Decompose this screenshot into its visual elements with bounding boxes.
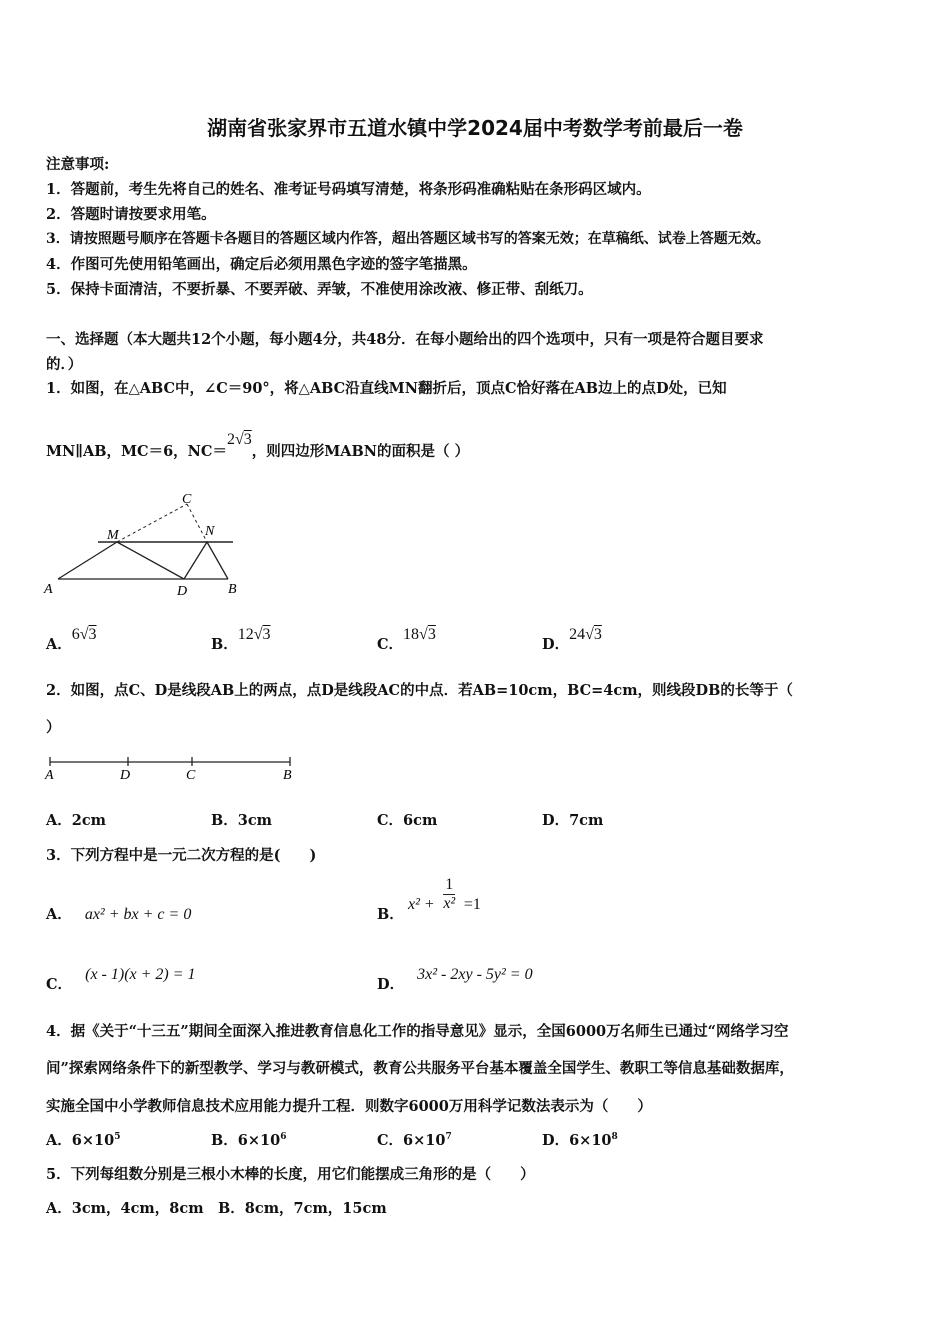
option-letter: C． — [377, 636, 404, 653]
radicand: 3 — [593, 626, 602, 643]
option-base: 6×10 — [403, 1132, 446, 1149]
option-value: 6√3 — [71, 626, 97, 643]
q1-stem-cont — [46, 431, 470, 461]
q1-option-d[interactable] — [542, 626, 602, 654]
section-heading-cont: 的．） — [46, 356, 83, 373]
fraction-numerator: 1 — [445, 876, 454, 893]
q1-stem-post: ，则四边形MABN的面积是（ ） — [251, 443, 470, 460]
label-a: A — [44, 582, 53, 597]
radicand: 3 — [88, 626, 97, 643]
q1-option-b[interactable] — [211, 626, 271, 654]
label-a: A — [45, 768, 54, 783]
q4-stem: 4．据《关于“十三五”期间全面深入推进教育信息化工作的指导意见》显示，全国6000万名师生已通过“网络学习空 — [46, 1023, 789, 1040]
label-c: C — [182, 492, 192, 507]
option-base: 6×10 — [569, 1132, 612, 1149]
option-value: 3cm — [237, 812, 273, 829]
nb-segment — [207, 542, 228, 579]
option-letter: D． — [542, 1132, 570, 1149]
q1-option-a[interactable] — [46, 626, 97, 654]
q3-option-b[interactable] — [377, 903, 404, 924]
q4-stem-cont: 实施全国中小学教师信息技术应用能力提升工程．则数字6000万用科学记数法表示为（ ） — [46, 1098, 652, 1115]
q2-option-c[interactable] — [377, 809, 437, 830]
option-letter: A． — [46, 1132, 72, 1149]
notice-item: 4．作图可先使用铅笔画出，确定后必须用黑色字迹的签字笔描黑。 — [46, 256, 477, 273]
option-exponent: 5 — [114, 1132, 121, 1142]
md-segment — [117, 542, 184, 579]
page-title: 湖南省张家界市五道水镇中学2024届中考数学考前最后一卷 — [207, 116, 743, 140]
option-value: 18√3 — [403, 626, 436, 643]
q4-stem-cont: 间”探索网络条件下的新型教学、学习与教研模式，教育公共服务平台基本覆盖全国学生、教职工等信息基础数据库， — [46, 1060, 794, 1077]
option-letter: C． — [377, 812, 404, 829]
dn-segment — [184, 542, 207, 579]
coef: 6 — [71, 626, 80, 643]
notice-item: 2．答题时请按要求用笔。 — [46, 206, 216, 223]
q2-stem-cont: ） — [46, 719, 61, 736]
coef: 18 — [403, 626, 420, 643]
option-letter: B． — [211, 636, 238, 653]
coef: 24 — [569, 626, 586, 643]
q4-option-b[interactable] — [211, 1129, 286, 1150]
option-value: 24√3 — [569, 626, 602, 643]
option-letter: B． — [211, 812, 238, 829]
q1-stem: 1．如图，在△ABC中，∠C＝90°，将△ABC沿直线MN翻折后，顶点C恰好落在AB边上的点D处，已知 — [46, 380, 727, 397]
option-letter: D． — [542, 812, 570, 829]
option-value: 2cm — [71, 812, 107, 829]
notice-item: 1．答题前，考生先将自己的姓名、准考证号码填写清楚，将条形码准确粘贴在条形码区域内。 — [46, 181, 651, 198]
q4-option-a[interactable] — [46, 1129, 120, 1150]
expr-post: =1 — [463, 896, 481, 913]
option-letter: A． — [46, 906, 72, 923]
radicand: 3 — [427, 626, 436, 643]
q2-figure — [40, 752, 300, 784]
q4-option-c[interactable] — [377, 1129, 452, 1150]
option-exponent: 8 — [611, 1132, 618, 1142]
option-letter: D． — [377, 976, 405, 993]
q2-option-b[interactable] — [211, 809, 272, 830]
option-value: 7cm — [569, 812, 604, 829]
fraction-denominator: x² — [443, 895, 456, 912]
option-base: 6×10 — [71, 1132, 115, 1149]
label-d: D — [177, 584, 188, 599]
q1-nc-radicand: 3 — [243, 431, 252, 448]
label-m: M — [107, 528, 119, 543]
option-expression: 3x² - 2xy - 5y² = 0 — [417, 966, 533, 983]
q1-nc-coef: 2 — [226, 431, 235, 448]
label-d: D — [120, 768, 131, 783]
option-letter: A． — [46, 812, 72, 829]
option-expression: ax² + bx + c = 0 — [84, 906, 192, 923]
option-value: 12√3 — [237, 626, 271, 643]
option-exponent: 6 — [280, 1132, 287, 1142]
label-b: B — [283, 768, 292, 783]
expr-pre: x² + — [408, 896, 435, 913]
am-segment — [58, 542, 117, 579]
q1-option-c[interactable] — [377, 626, 436, 654]
section-heading: 一、选择题（本大题共12个小题，每小题4分，共48分．在每小题给出的四个选项中，只有一项是符合题目要求 — [46, 331, 764, 348]
q4-option-d[interactable] — [542, 1129, 618, 1150]
option-letter: C． — [377, 1132, 404, 1149]
option-letter: B． — [377, 906, 404, 923]
option-expression: (x - 1)(x + 2) = 1 — [85, 966, 196, 983]
q3-option-d[interactable] — [377, 966, 533, 994]
q3-option-a[interactable] — [46, 903, 191, 924]
q5-stem: 5．下列每组数分别是三根小木棒的长度，用它们能摆成三角形的是（ ） — [46, 1166, 535, 1183]
q1-nc-value: 2√3 — [226, 431, 252, 448]
option-base: 6×10 — [237, 1132, 281, 1149]
option-exponent: 7 — [445, 1132, 452, 1142]
cn-dashed — [187, 504, 207, 542]
q2-stem: 2．如图，点C、D是线段AB上的两点，点D是线段AC的中点．若AB=10cm，BC=4cm，则线段DB的长等于（ — [46, 682, 793, 699]
option-letter: B． — [211, 1132, 238, 1149]
q1-figure — [40, 485, 250, 600]
label-c: C — [186, 768, 196, 783]
q5-options[interactable]: A．3cm，4cm，8cm B．8cm，7cm，15cm — [46, 1200, 387, 1217]
mc-dashed — [117, 504, 187, 542]
coef: 12 — [237, 626, 254, 643]
option-letter: C． — [46, 976, 73, 993]
q2-option-d[interactable] — [542, 809, 603, 830]
fraction — [443, 876, 455, 913]
notice-item: 5．保持卡面清洁，不要折暴、不要弄破、弄皱，不准使用涂改液、修正带、刮纸刀。 — [46, 281, 593, 298]
q2-option-a[interactable] — [46, 809, 106, 830]
notice-item: 3．请按照题号顺序在答题卡各题目的答题区域内作答，超出答题区域书写的答案无效；在草稿纸、试卷上答题无效。 — [46, 231, 770, 247]
q1-stem-pre: MN∥AB，MC＝6，NC＝ — [46, 443, 227, 460]
label-n: N — [205, 524, 215, 539]
q3-option-c[interactable] — [46, 966, 196, 994]
q3-option-b-expression — [408, 876, 481, 913]
label-b: B — [228, 582, 237, 597]
option-letter: D． — [542, 636, 570, 653]
notice-heading: 注意事项: — [46, 156, 110, 173]
radicand: 3 — [262, 626, 271, 643]
option-value: 6cm — [403, 812, 438, 829]
q3-stem: 3．下列方程中是一元二次方程的是( ) — [46, 847, 317, 864]
option-letter: A． — [46, 636, 72, 653]
